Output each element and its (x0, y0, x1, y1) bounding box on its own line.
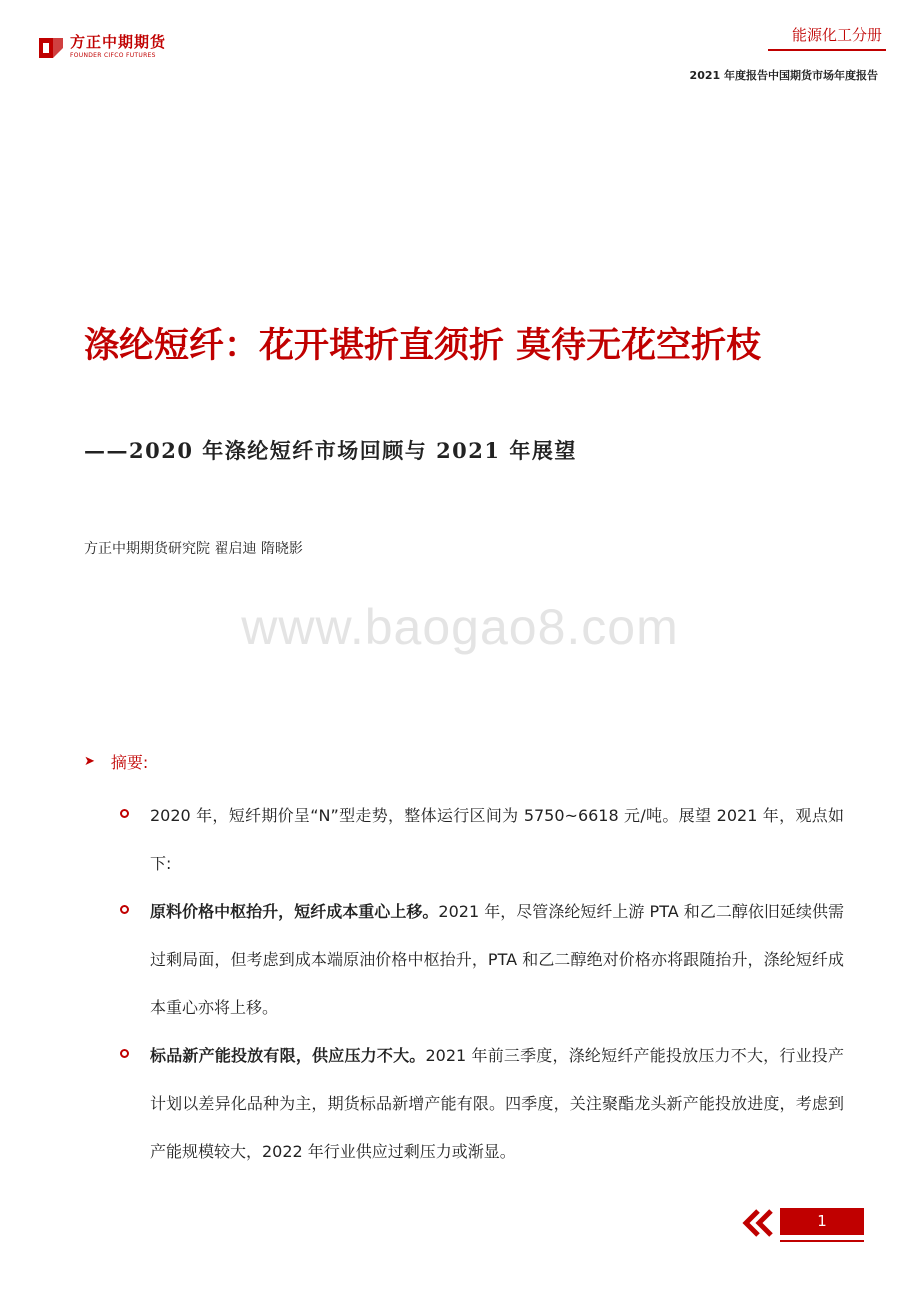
list-item (118, 888, 844, 1032)
double-chevron-left-icon (740, 1208, 776, 1238)
bullet-text: 2020 年，短纤期价呈“N”型走势，整体运行区间为 5750~6618 元/吨。展望 2021 年，观点如下: (150, 806, 844, 873)
founder-logo-icon (38, 34, 64, 60)
summary-list (118, 792, 844, 1176)
logo-english-name: FOUNDER CIFCO FUTURES (70, 52, 156, 59)
company-logo (38, 34, 166, 60)
bullet-lead: 标品新产能投放有限，供应压力不大。 (150, 1046, 426, 1065)
report-series: 2021 年度报告中国期货市场年度报告 (689, 69, 878, 82)
report-authors: 方正中期期货研究院 翟启迪 隋晓影 (84, 541, 303, 557)
report-title: 涤纶短纤：花开堪折直须折 莫待无花空折枝 (84, 326, 762, 366)
circle-bullet-icon (120, 905, 129, 914)
circle-bullet-icon (120, 1049, 129, 1058)
summary-heading (84, 750, 148, 773)
page-footer (740, 1206, 868, 1246)
logo-chinese-name: 方正中期期货 (70, 33, 167, 51)
report-subtitle: ——2020 年涤纶短纤市场回顾与 2021 年展望 (84, 438, 577, 463)
bullet-text: 2021 年前三季度，涤纶短纤产能投放压力不大，行业投产计划以差异化品种为主，期货标品新增产能有限。四季度，关注聚酯龙头新产能投放进度，考虑到产能规模较大，2022 年行业供应过剩压力或渐显。 (150, 1046, 844, 1161)
bullet-lead: 原料价格中枢抬升，短纤成本重心上移。 (150, 902, 439, 921)
division-label: 能源化工分册 (791, 26, 882, 44)
list-item (118, 1032, 844, 1176)
bullet-text: 2021 年，尽管涤纶短纤上游 PTA 和乙二醇依旧延续供需过剩局面，但考虑到成本端原油价格中枢抬升，PTA 和乙二醇绝对价格亦将跟随抬升，涤纶短纤成本重心亦将上移。 (150, 902, 844, 1017)
header-divider (768, 49, 886, 51)
circle-bullet-icon (120, 809, 129, 818)
arrow-right-icon: ➤ (84, 754, 95, 769)
page-number: 1 (780, 1208, 864, 1235)
watermark: www.baogao8.com (241, 599, 679, 655)
summary-label: 摘要: (110, 753, 149, 772)
list-item (118, 792, 844, 888)
footer-divider (780, 1240, 864, 1242)
